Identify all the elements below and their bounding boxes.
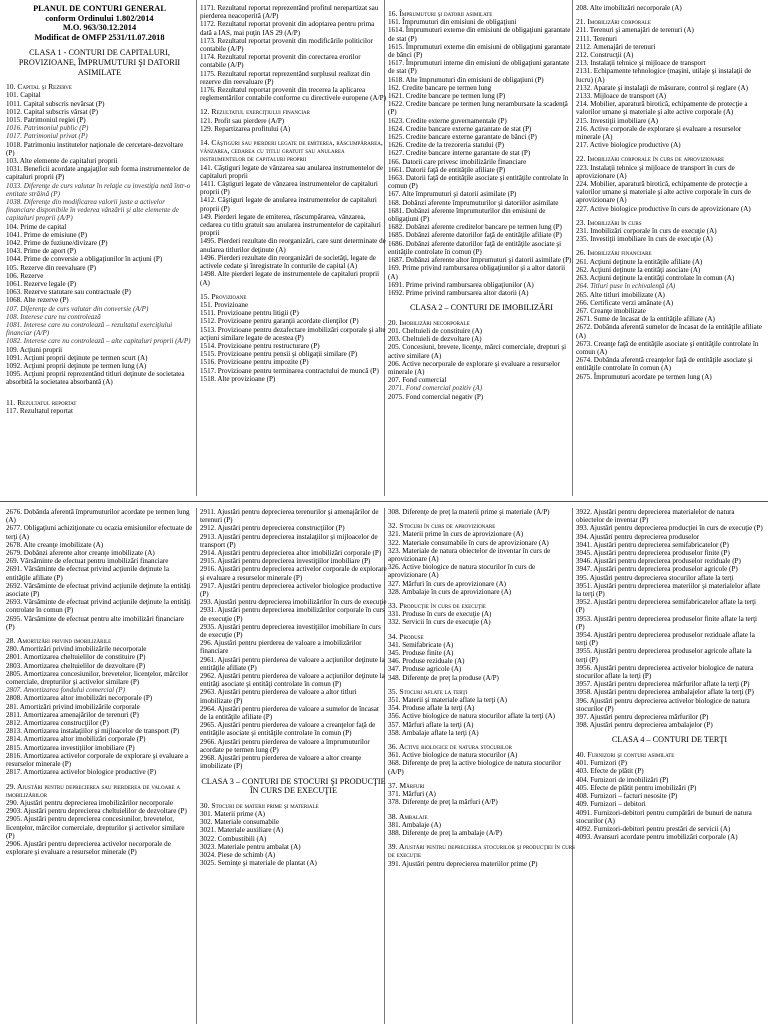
account-entry: 327. Mărfuri în curs de aprovizionare (A) [388, 579, 506, 588]
account-entry: 1081. Interese care nu controlează – rezultatul exerciţiului financiar (A/P) [6, 321, 173, 338]
section-heading: 30. Stocuri de materii prime şi materiale [200, 800, 319, 810]
section-heading: 28. Amortizări privind imobilizările [6, 636, 112, 646]
account-entry: 207. Fond comercial [388, 376, 447, 385]
account-entry: 2075. Fond comercial negativ (P) [388, 392, 484, 401]
account-entry: 2905. Ajustări pentru deprecierea concesiunilor, brevetelor, licenţelor, mărcilor comerciale, drepturilor şi activelor similare (P) [6, 815, 185, 840]
account-entry: 3952. Ajustări pentru deprecierea semifabricatelor aflate la terţi (P) [576, 598, 757, 615]
account-entry: 129. Repartizarea profitului (A) [200, 124, 291, 133]
account-entry: 105. Rezerve din reevaluare (P) [6, 263, 97, 272]
column-3 [388, 4, 575, 498]
column-1 [6, 4, 193, 498]
account-entry: 141. Câştiguri legate de vânzarea sau anularea instrumentelor de capitaluri proprii [200, 163, 383, 180]
account-entry: 224. Mobilier, aparatură birotică, echipamente de protecţie a valorilor umane şi materiale şi alte active corporale în curs de aprovizionare (A) [576, 180, 751, 205]
account-entry: 2812. Amortizarea construcţiilor (P) [6, 719, 109, 728]
account-entry: 167. Alte împrumuturi şi datorii asimilate (P) [388, 190, 517, 199]
account-entry: 2916. Ajustări pentru deprecierea activelor corporale de explorare şi evaluare a resurselor minerale (P) [200, 565, 387, 582]
account-entry: 348. Diferenţe de preţ la produse (A/P) [388, 673, 499, 682]
account-entry: 346. Produse reziduale (A) [388, 657, 465, 666]
account-entry: 368. Diferenţe de preţ la active biologice de natura stocurilor (A/P) [388, 759, 561, 776]
account-entry: 1621. Credite bancare pe termen lung (P) [388, 92, 506, 101]
section-heading: 15. Provizioane [200, 291, 247, 301]
section-heading: 39. Ajustări pentru deprecierea stocurilor şi producţiei în curs de execuţie [388, 842, 575, 860]
account-entry: 2964. Ajustări pentru pierderea de valoare a sumelor de încasat de la entităţile afiliate (P) [200, 704, 379, 722]
account-entry: 3025. Seminţe şi materiale de plantat (A) [200, 859, 317, 868]
account-entry: 1625. Credite bancare externe garantate de bănci (P) [388, 133, 537, 142]
account-entry: 2963. Ajustări pentru pierderea de valoare a altor titluri imobilizate (P) [200, 688, 357, 705]
account-entry: 1061. Rezerve legale (P) [6, 280, 77, 289]
account-entry: 2913. Ajustări pentru deprecierea instalaţiilor şi mijloacelor de transport (P) [200, 532, 378, 549]
account-entry: 409. Furnizori – debitori [576, 800, 646, 809]
account-entry: 1043. Prime de aport (P) [6, 247, 76, 256]
account-entry: 1618. Alte împrumuturi din emisiuni de obligaţiuni (P) [388, 75, 544, 84]
account-entry: 3947. Ajustări pentru deprecierea produselor agricole (P) [576, 565, 738, 574]
account-entry: 208. Alte imobilizări necorporale (A) [576, 4, 682, 12]
account-entry: 2673. Creanţe faţă de entităţile asociate şi entităţile controlate în comun (A) [576, 339, 759, 356]
account-entry: 2966. Ajustări pentru pierderea de valoare a împrumuturilor acordate pe termen lung (P) [200, 737, 370, 754]
account-entry: 203. Cheltuieli de dezvoltare (A) [388, 335, 482, 344]
account-entry: 215. Investiţii imobiliare (A) [576, 116, 658, 125]
account-entry: 103. Alte elemente de capitaluri proprii [6, 156, 118, 165]
account-entry: 1517. Provizioane pentru terminarea contractului de muncă (P) [200, 366, 379, 375]
section-heading: 37. Mărfuri [388, 780, 425, 790]
account-entry: 381. Ambalaje (A) [388, 820, 441, 829]
account-entry: 1626. Credite de la trezoreria statului (P) [388, 141, 505, 150]
account-entry: 117. Rezultatul reportat [6, 406, 73, 415]
account-entry: 4093. Avansuri acordate pentru imobilizări corporale (A) [576, 833, 738, 842]
account-entry: 261. Acţiuni deţinute la entităţile afiliate (A) [576, 257, 703, 266]
account-entry: 401. Furnizori (P) [576, 759, 628, 768]
account-entry: 1681. Dobânzi aferente împrumuturilor din emisiuni de obligaţiuni (P) [388, 206, 546, 224]
section-heading: 35. Stocuri aflate la terţi [388, 686, 468, 696]
account-entry: 408. Furnizori – facturi nesosite (P) [576, 792, 678, 801]
account-entry: 1016. Patrimoniul public (P) [6, 124, 89, 133]
account-entry: 4092. Furnizori-debitori pentru prestări de servicii (A) [576, 824, 731, 833]
account-entry: 166. Datorii care privesc imobilizările financiare [388, 157, 527, 166]
account-entry: 2131. Echipamente tehnologice (maşini, utilaje şi instalaţii de lucru) (A) [576, 67, 752, 84]
account-entry: 1614. Împrumuturi externe din emisiuni de obligaţiuni garantate de stat (P) [388, 26, 571, 43]
account-entry: 1515. Provizioane pentru pensii şi obligaţii similare (P) [200, 350, 358, 359]
account-entry: 2811. Amortizarea amenajărilor de terenuri (P) [6, 710, 139, 719]
account-entry: 1095. Acţiuni proprii reprezentând titluri deţinute de societatea absorbită la societatea absorbantă (A) [6, 370, 185, 387]
account-entry: 2814. Amortizarea altor imobilizări corporale (P) [6, 735, 146, 744]
account-entry: 322. Materiale consumabile în curs de aprovizionare (A) [388, 538, 549, 547]
account-entry: 331. Produse în curs de execuţie (A) [388, 610, 492, 619]
account-entry: 397. Ajustări pentru deprecierea mărfurilor (P) [576, 713, 709, 722]
account-entry: 161. Împrumuturi din emisiuni de obligaţiuni [388, 18, 517, 27]
account-entry: 265. Alte titluri imobilizate (A) [576, 290, 665, 299]
account-entry: 354. Produse aflate la terţi (A) [388, 704, 475, 713]
account-entry: 1011. Capital subscris nevărsat (P) [6, 99, 105, 108]
account-entry: 404. Furnizori de imobilizări (P) [576, 775, 669, 784]
account-entry: 109. Acţiuni proprii [6, 345, 63, 354]
account-entry: 1495. Pierderi rezultate din reorganizări, care sunt determinate de anularea titlurilor deţinute (A) [200, 237, 386, 254]
account-entry: 1082. Interese care nu controlează – alte capitaluri proprii (A/P) [6, 337, 191, 346]
account-entry: 332. Servicii în curs de execuţie (A) [388, 618, 491, 627]
section-heading: 23. Imobilizări în curs [576, 217, 642, 227]
account-entry: 1176. Rezultatul reportat provenit din trecerea la aplicarea reglementărilor contabile conforme cu directivele europene (A/P) [200, 86, 386, 103]
section-heading: 14. Câştiguri sau pierderi legate de emiterea, răscumpărarea, vânzarea, cedarea cu titlu gratuit sau anularea instrumentelor de capitaluri proprii [200, 138, 383, 164]
account-entry: 3022. Combustibili (A) [200, 834, 267, 843]
account-entry: 395. Ajustări pentru deprecierea stocurilor aflate la terţi [576, 573, 734, 582]
account-entry: 1171. Rezultatul reportat reprezentând profitul nerepartizat sau pierderea neacoperită (A/P) [200, 4, 379, 21]
account-entry: 1018. Patrimoniu institutelor naţionale de cercetare-dezvoltare (P) [6, 140, 184, 157]
account-entry: 2917. Ajustări pentru deprecierea activelor biologice productive (P) [200, 581, 382, 599]
account-entry: 357. Mărfuri aflate la terţi (A) [388, 720, 474, 729]
account-entry: 1623. Credite externe guvernamentale (P) [388, 116, 507, 125]
account-entry: 1627. Credite bancare interne garantate de stat (P) [388, 149, 531, 158]
section-heading: 36. Active biologice de natura stocurilor [388, 742, 512, 752]
account-entry: 1175. Rezultatul reportat reprezentând surplusul realizat din rezerve din reevaluare (P) [200, 69, 371, 86]
account-entry: 2679. Dobânzi aferente altor creanţe imobilizate (A) [6, 549, 155, 558]
account-entry: 293. Ajustări pentru deprecierea imobilizărilor în curs de execuţie [200, 598, 387, 607]
account-entry: 1516. Provizioane pentru impozite (P) [200, 358, 309, 367]
account-entry: 2807. Amortizarea fondului comercial (P) [6, 686, 125, 695]
account-entry: 2112. Amenajări de terenuri [576, 42, 656, 51]
column-4 [576, 4, 763, 498]
account-entry: 1017. Patrimoniul privat (P) [6, 132, 88, 141]
account-entry: 2915. Ajustări pentru deprecierea investiţiilor imobiliare (P) [200, 557, 371, 566]
account-entry: 231. Imobilizări corporale în curs de execuţie (A) [576, 227, 717, 236]
account-entry: 1091. Acţiuni proprii deţinute pe termen scurt (A) [6, 353, 148, 362]
section-heading: 22. Imobilizări corporale în curs de aprovizionare [576, 154, 725, 164]
document-subtitle: M.O. 963/30.12.2014 [62, 23, 137, 33]
account-entry: 264. Titluri puse în echivalenţă (A) [576, 282, 676, 291]
account-entry: 1012. Capital subscris vărsat (P) [6, 107, 99, 116]
account-entry: 211. Terenuri şi amenajări de terenuri (A) [576, 26, 694, 35]
section-heading: 38. Ambalaje [388, 811, 428, 821]
account-entry: 290. Ajustări pentru deprecierea imobilizărilor necorporale [6, 798, 174, 807]
account-entry: 2801. Amortizarea cheltuielilor de constituire (P) [6, 653, 146, 662]
account-entry: 2133. Mijloace de transport (A) [576, 92, 667, 101]
account-entry: 1624. Credite bancare externe garantate de stat (P) [388, 124, 532, 133]
account-entry: 3958. Ajustări pentru deprecierea ambalajelor aflate la terţi (P) [576, 688, 754, 697]
account-entry: 3941. Ajustări pentru deprecierea semifabricatelor (P) [576, 540, 729, 549]
account-entry: 235. Investiţii imobiliare în curs de execuţie (A) [576, 235, 713, 244]
account-entry: 266. Certificate verzi amânate (A) [576, 298, 674, 307]
account-entry: 1092. Acţiuni proprii deţinute pe termen lung (A) [6, 362, 147, 371]
account-entry: 2071. Fond comercial pozitiv (A) [388, 384, 483, 393]
account-entry: 345. Produse finite (A) [388, 649, 454, 658]
account-entry: 1172. Rezultatul reportat provenit din adoptarea pentru prima dată a IAS, mai puţin IAS 29 (A/P) [200, 20, 375, 37]
column-6 [200, 508, 387, 1020]
account-entry: 403. Efecte de plătit (P) [576, 767, 644, 776]
account-entry: 1687. Dobânzi aferente altor împrumuturi şi datorii asimilate (P) [388, 256, 572, 265]
account-entry: 1031. Beneficii acordate angajaţilor sub forma instrumentelor de capitaluri proprii (P) [6, 165, 190, 182]
account-entry: 388. Diferenţe de preţ la ambalaje (A/P) [388, 828, 503, 837]
account-entry: 2914. Ajustări pentru deprecierea altor imobilizări corporale (P) [200, 549, 382, 558]
account-entry: 2962. Ajustări pentru pierderea de valoare a acţiunilor deţinute la entităţi asociate şi entităţi controlate în comun (P) [200, 672, 385, 689]
account-entry: 1518. Alte provizioane (P) [200, 374, 276, 383]
account-entry: 3024. Piese de schimb (A) [200, 850, 276, 859]
section-heading: 29. Ajustări pentru deprecierea sau pierderea de valoare a imobilizărilor [6, 781, 181, 799]
section-heading: 33. Producţie în curs de execuţie [388, 601, 486, 611]
account-entry: 212. Construcţii (A) [576, 51, 634, 60]
account-entry: 101. Capital [6, 91, 41, 100]
account-entry: 2816. Amortizarea activelor corporale de explorare şi evaluare a resurselor minerale (P) [6, 751, 189, 769]
account-entry: 398. Ajustări pentru deprecierea ambalajelor (P) [576, 721, 713, 730]
account-entry: 3922. Ajustări pentru deprecierea materialelor de natura obiectelor de inventar (P) [576, 508, 735, 525]
account-entry: 217. Active biologice productive (A) [576, 141, 681, 150]
account-entry: 1512. Provizioane pentru garanţii acordate clienţilor (P) [200, 317, 359, 326]
account-entry: 347. Produse agricole (A) [388, 665, 462, 674]
account-entry: 205. Concesiuni, brevete, licenţe, mărci comerciale, drepturi şi active similare (A) [388, 343, 567, 360]
account-entry: 168. Dobânzi aferente împrumuturilor şi datoriilor asimilate [388, 198, 559, 207]
account-entry: 3956. Ajustări pentru deprecierea activelor biologice de natura stocurilor aflate la terţi (P) [576, 663, 754, 681]
account-entry: 4091. Furnizori-debitori pentru cumpărări de bunuri de natura stocurilor (A) [576, 808, 752, 825]
account-entry: 269. Vărsăminte de efectuat pentru imobilizări financiare [6, 557, 169, 566]
section-heading: 21. Imobilizări corporale [576, 17, 651, 27]
account-entry: 267. Creanţe imobilizate [576, 306, 646, 315]
account-entry: 216. Active corporale de explorare şi evaluare a resurselor minerale (A) [576, 124, 742, 142]
account-entry: 1174. Rezultatul reportat provenit din corectarea erorilor contabile (A/P) [200, 53, 361, 70]
account-entry: 227. Active biologice productive în curs de aprovizionare (A) [576, 204, 751, 213]
account-entry: 2672. Dobânda aferentă sumelor de încasat de la entităţile afiliate (A) [576, 323, 762, 340]
account-entry: 2903. Ajustări pentru deprecierea cheltuielilor de dezvoltare (P) [6, 807, 187, 816]
section-heading: 26. Imobilizări financiare [576, 248, 652, 258]
account-entry: 1617. Împrumuturi interne din emisiuni de obligaţiuni garantate de stat (P) [388, 59, 570, 76]
account-entry: 1615. Împrumuturi externe din emisiuni de obligaţiuni garantate de bănci (P) [388, 42, 571, 60]
account-entry: 3955. Ajustări pentru deprecierea produselor agricole aflate la terţi (P) [576, 647, 752, 664]
account-entry: 2695. Vărsăminte de efectuat pentru alte imobilizări financiare (P) [6, 614, 184, 631]
account-entry: 214. Mobilier, aparatură birotică, echipamente de protecţie a valorilor umane şi materiale şi alte active corporale (A) [576, 100, 748, 117]
account-entry: 121. Profit sau pierdere (A/P) [200, 116, 285, 125]
class-heading: CLASA 2 – CONTURI DE IMOBILIZĂRI [409, 303, 554, 313]
account-entry: 1685. Dobânzi aferente datoriilor faţă de entităţile afiliate (P) [388, 231, 562, 240]
account-entry: 2803. Amortizarea cheltuielilor de dezvoltare (P) [6, 661, 146, 670]
section-heading: 32. Stocuri în curs de aprovizionare [388, 521, 496, 531]
account-entry: 1682. Dobânzi aferente creditelor bancare pe termen lung (P) [388, 223, 562, 232]
account-entry: 1033. Diferenţe de curs valutar în relaţie cu investiţia netă într-o entitate străină (P) [6, 181, 191, 198]
account-entry: 2931. Ajustări pentru deprecierea imobilizărilor corporale în curs de execuţie (P) [200, 606, 385, 623]
account-entry: 1691. Prime privind rambursarea obligaţiunilor (A) [388, 280, 534, 289]
column-2 [200, 4, 387, 498]
account-entry: 1663. Datorii faţă de entităţile asociate şi entităţile controlate în comun (P) [388, 174, 569, 191]
account-entry: 3957. Ajustări pentru deprecierea mărfurilor aflate la terţi (P) [576, 680, 750, 689]
account-entry: 201. Cheltuieli de constituire (A) [388, 326, 482, 335]
account-entry: 351. Materii şi materiale aflate la terţi (A) [388, 696, 507, 705]
account-entry: 3021. Materiale auxiliare (A) [200, 826, 284, 835]
class-heading: CLASA 4 – CONTURI DE TERŢI [611, 735, 728, 745]
section-heading: 20. Imobilizări necorporale [388, 317, 470, 327]
account-entry: 1044. Prime de conversie a obligaţiunilor în acţiuni (P) [6, 255, 163, 264]
spacer [6, 387, 193, 393]
account-entry: 321. Materii prime în curs de aprovizionare (A) [388, 530, 524, 539]
account-entry: 262. Acţiuni deţinute la entităţi asociate (A) [576, 265, 701, 274]
account-entry: 1514. Provizioane pentru restructurare (P) [200, 341, 320, 350]
account-entry: 341. Semifabricate (A) [388, 640, 454, 649]
account-entry: 281. Amortizări privind imobilizările corporale [6, 702, 140, 711]
account-entry: 3953. Ajustări pentru deprecierea produselor finite aflate la terţi (P) [576, 614, 758, 631]
account-entry: 2676. Dobânda aferentă împrumuturilor acordate pe termen lung (A) [6, 508, 190, 525]
account-entry: 326. Active biologice de natura stocurilor în curs de aprovizionare (A) [388, 563, 536, 580]
account-entry: 393. Ajustări pentru deprecierea producţiei în curs de execuţie (P) [576, 524, 763, 533]
account-entry: 1173. Rezultatul reportat provenit din modificările politicilor contabile (A/P) [200, 36, 373, 54]
account-entry: 301. Materii prime (A) [200, 809, 266, 818]
account-entry: 2935. Ajustări pentru deprecierea investiţiilor imobiliare în curs de execuţie (P) [200, 622, 381, 640]
account-entry: 3954. Ajustări pentru deprecierea produselor reziduale aflate la terţi (P) [576, 631, 755, 648]
account-entry: 1686. Dobânzi aferente datoriilor faţă de entităţile asociate şi entităţile controlate în comun (P) [388, 239, 562, 256]
account-entry: 371. Mărfuri (A) [388, 790, 436, 799]
account-entry: 280. Amortizări privind imobilizările necorporale [6, 645, 147, 654]
column-8 [576, 508, 763, 1020]
account-entry: 396. Ajustări pentru deprecierea activelor biologice de natura stocurilor (P) [576, 696, 750, 713]
account-entry: 1661. Datorii faţă de entităţile afiliate (P) [388, 165, 506, 174]
account-entry: 1498. Alte pierderi legate de instrumentele de capitaluri proprii (A) [200, 270, 380, 287]
account-entry: 2671. Sume de încasat de la entităţile afiliate (A) [576, 315, 715, 324]
account-entry: 263. Acţiuni deţinute la entităţi controlate în comun (A) [576, 274, 735, 283]
account-entry: 391. Ajustări pentru deprecierea materiilor prime (P) [388, 859, 538, 868]
account-entry: 308. Diferenţe de preţ la materii prime şi materiale (A/P) [388, 508, 550, 516]
account-entry: 3946. Ajustări pentru deprecierea produselor reziduale (P) [576, 557, 741, 566]
account-entry: 2675. Împrumuturi acordate pe termen lung (A) [576, 372, 712, 381]
column-7 [388, 508, 575, 1020]
document-subtitle: conform Ordinului 1.802/2014 [45, 13, 154, 23]
account-entry: 302. Materiale consumabile [200, 818, 279, 827]
account-entry: 107. Diferenţe de curs valutar din conversie (A/P) [6, 304, 149, 313]
account-entry: 108. Interese care nu controlează [6, 312, 101, 321]
account-entry: 394. Ajustări pentru deprecierea produselor [576, 532, 700, 541]
account-entry: 356. Active biologice de natura stocurilor aflate la terţi (A) [388, 712, 556, 721]
account-entry: 1511. Provizioane pentru litigii (P) [200, 309, 299, 318]
section-heading: 40. Furnizori şi conturi asimilate [576, 750, 675, 760]
account-entry: 1513. Provizioane pentru dezafectare imobilizări corporale şi alte acţiuni similare legate de acestea (P) [200, 325, 386, 342]
account-entry: 1411. Câştiguri legate de vânzarea instrumentelor de capitaluri proprii (P) [200, 180, 378, 197]
account-entry: 206. Active necorporale de explorare şi evaluare a resurselor minerale (A) [388, 359, 560, 376]
section-heading: 10. Capital şi Rezerve [6, 82, 72, 92]
class-heading: CLASA 1 - CONTURI DE CAPITALURI, PROVIZIOANE, ÎMPRUMUTURI ŞI DATORII ASIMILATE [18, 48, 181, 77]
account-entry: 223. Instalaţii tehnice şi mijloace de transport în curs de aprovizionare (A) [576, 163, 735, 180]
account-entry: 2692. Vărsăminte de efectuat privind acţiunile deţinute la entităţi asociate (P) [6, 581, 191, 599]
account-entry: 2906. Ajustări pentru deprecierea activelor necorporale de explorare şi evaluare a resurselor minerale (P) [6, 839, 171, 857]
column-5 [6, 508, 193, 1020]
account-entry: 1038. Diferenţe din modificarea valorii juste a activelor financiare disponibile în vederea vânzării şi alte elemente de capitaluri proprii (A/P) [6, 198, 179, 223]
account-entry: 2961. Ajustări pentru pierderea de valoare a acţiunilor deţinute la entităţile afiliate (P) [200, 655, 385, 672]
account-entry: 2968. Ajustări pentru pierderea de valoare a altor creanţe imobilizate (P) [200, 754, 362, 771]
account-entry: 361. Active biologice de natura stocurilor (A) [388, 751, 518, 760]
document-subtitle: Modificat de OMFP 2531/11.07.2018 [34, 32, 165, 42]
account-entry: 104. Prime de capital [6, 222, 67, 231]
account-entry: 1015. Patrimoniul regiei (P) [6, 115, 86, 124]
class-heading: CLASA 3 – CONTURI DE STOCURI ŞI PRODUCŢIE ÎN CURS DE EXECUŢIE [201, 776, 386, 796]
account-entry: 2805. Amortizarea concesiunilor, brevetelor, licenţelor, mărcilor comerciale, drepturilor şi activelor similare (P) [6, 669, 189, 687]
account-entry: 378. Diferenţe de preţ la mărfuri (A/P) [388, 798, 498, 807]
account-entry: 2678. Alte creanţe imobilizate (A) [6, 540, 104, 549]
account-entry: 213. Instalaţii tehnice şi mijloace de transport [576, 59, 706, 68]
account-entry: 1622. Credite bancare pe termen lung nerambursate la scadenţă (P) [388, 100, 568, 117]
account-entry: 106. Rezerve [6, 271, 44, 280]
section-heading: 12. Rezultatul exerciţiului financiar [200, 107, 310, 117]
account-entry: 3023. Materiale pentru ambalat (A) [200, 842, 301, 851]
account-entry: 1042. Prime de fuziune/divizare (P) [6, 239, 108, 248]
account-entry: 162. Credite bancare pe termen lung [388, 83, 492, 92]
account-entry: 2111. Terenuri [576, 34, 618, 43]
account-entry: 1041. Prime de emisiune (P) [6, 230, 87, 239]
account-entry: 151. Provizioane [200, 300, 249, 309]
account-entry: 323. Materiale de natura obiectelor de inventar în curs de aprovizionare (A) [388, 546, 551, 564]
account-entry: 2815. Amortizarea investiţiilor imobiliare (P) [6, 743, 135, 752]
account-entry: 2677. Obligaţiuni achiziţionate cu ocazia emisiunilor efectuate de terţi (A) [6, 524, 193, 541]
account-entry: 3945. Ajustări pentru deprecierea produselor finite (P) [576, 549, 730, 558]
account-entry: 149. Pierderi legate de emiterea, răscumpărarea, vânzarea, cedarea cu titlu gratuit sau anularea instrumentelor de capitaluri proprii [200, 212, 381, 238]
account-entry: 1068. Alte rezerve (P) [6, 296, 69, 305]
account-entry: 2912. Ajustări pentru deprecierea construcţiilor (P) [200, 524, 345, 533]
account-entry: 2817. Amortizarea activelor biologice productive (P) [6, 768, 157, 777]
account-entry: 2808. Amortizarea altor imobilizări necorporale (P) [6, 694, 153, 703]
account-entry: 2674. Dobânda aferentă creanţelor faţă de entităţile asociate şi entităţile controlate în comun (A) [576, 356, 753, 373]
account-entry: 358. Ambalaje aflate la terţi (A) [388, 728, 479, 737]
document-title: PLANUL DE CONTURI GENERAL [33, 4, 166, 13]
section-heading: 34. Produse [388, 631, 424, 641]
account-entry: 328. Ambalaje în curs de aprovizionare (A) [388, 587, 512, 596]
account-entry: 1496. Pierderi rezultate din reorganizări de societăţi, legate de activele cedate şi înregistrate în conturile de capital (A) [200, 253, 376, 271]
account-entry: 2693. Vărsăminte de efectuat privind acţiunile deţinute la entităţi controlate în comun (P) [6, 598, 191, 615]
account-entry: 2691. Vărsăminte de efectuat privind acţiunile deţinute la entităţile afiliate (P) [6, 565, 169, 582]
section-heading: 16. Împrumuturi şi datorii asimilate [388, 9, 493, 18]
account-entry: 3951. Ajustări pentru deprecierea materiilor şi materialelor aflate la terţi (P) [576, 581, 761, 599]
account-entry: 2132. Aparate şi instalaţii de măsurare, control şi reglare (A) [576, 83, 748, 92]
account-entry: 2965. Ajustări pentru pierderea de valoare a creanţelor faţă de entităţile asociate şi entităţile controlate în comun (P) [200, 721, 376, 738]
account-entry: 1063. Rezerve statutare sau contractuale (P) [6, 288, 131, 297]
account-entry: 2813. Amortizarea instalaţiilor şi mijloacelor de transport (P) [6, 727, 180, 736]
section-heading: 11. Rezultatul reportat [6, 397, 77, 407]
account-entry: 169. Prime privind rambursarea obligaţiunilor şi a altor datorii (A) [388, 264, 566, 281]
page-divider [0, 501, 768, 502]
account-entry: 2911. Ajustări pentru deprecierea terenurilor şi amenajărilor de terenuri (P) [200, 508, 379, 525]
account-entry: 405. Efecte de plătit pentru imobilizări (P) [576, 783, 697, 792]
account-entry: 1412. Câştiguri legate de anularea instrumentelor de capitaluri proprii (P) [200, 196, 377, 213]
account-entry: 1692. Prime privind rambursarea altor datorii (A) [388, 288, 529, 297]
account-entry: 296. Ajustări pentru pierderea de valoare a imobilizărilor financiare [200, 639, 362, 656]
